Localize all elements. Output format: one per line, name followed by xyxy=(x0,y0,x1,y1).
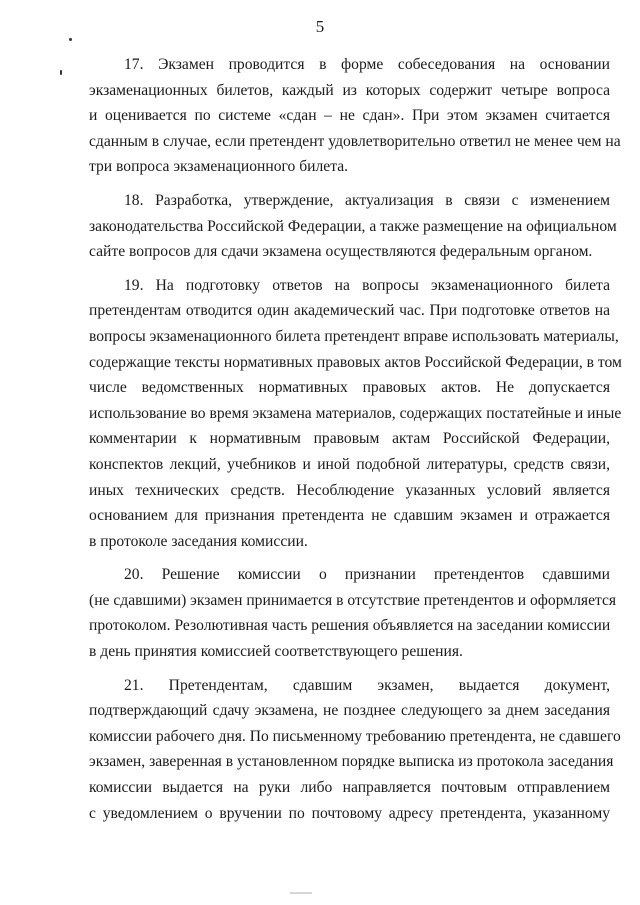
text-line: сданным в случае, если претендент удовлетворительно ответил не менее чем на xyxy=(89,132,621,150)
text-line: (не сдавшими) экзамен принимается в отсутствие претендентов и оформляется xyxy=(89,591,617,609)
text-line: в протоколе заседания комиссии. xyxy=(89,532,308,550)
paragraph-5 xyxy=(89,673,621,827)
text-line: вопросы экзаменационного билета претендент вправе использовать материалы, xyxy=(89,327,619,345)
paragraph-3 xyxy=(89,273,622,555)
text-line: 17. Экзамен проводится в форме собеседования на основании xyxy=(124,56,610,73)
text-line: 18. Разработка, утверждение, актуализация в связи с изменением xyxy=(124,191,610,209)
document-body xyxy=(89,52,622,826)
scan-speck xyxy=(69,38,72,41)
text-line: в день принятия комиссией соответствующего решения. xyxy=(89,643,463,661)
text-line: комиссии выдается на руки либо направляется почтовым отправлением xyxy=(89,779,610,797)
text-line: сайте вопросов для сдачи экзамена осуществляются федеральным органом. xyxy=(89,243,593,261)
text-line: конспектов лекций, учебников и иной подобной литературы, средств связи, xyxy=(89,455,610,473)
text-line: экзаменационных билетов, каждый из которых содержит четыре вопроса xyxy=(89,81,610,99)
scan-smudge xyxy=(290,892,312,894)
scan-speck xyxy=(60,70,62,75)
text-line: использование во время экзамена материалов, содержащих постатейные и иные xyxy=(89,404,622,422)
text-line: законодательства Российской Федерации, а также размещение на официальном xyxy=(89,217,617,235)
text-line: числе ведомственных нормативных правовых актов. Не допускается xyxy=(89,379,610,397)
text-line: содержащие тексты нормативных правовых актов Российской Федерации, в том xyxy=(89,353,622,371)
text-line: 19. На подготовку ответов на вопросы экзаменационного билета xyxy=(124,276,610,294)
text-line: экзамен, заверенная в установленном порядке выписка из протокола заседания xyxy=(89,753,614,771)
paragraph-4 xyxy=(89,562,617,664)
text-line: с уведомлением о вручении по почтовому адресу претендента, указанному xyxy=(89,804,610,822)
text-line: 21. Претендентам, сдавшим экзамен, выдается документ, xyxy=(124,676,610,694)
page-number: 5 xyxy=(315,17,325,36)
text-line: и оценивается по системе «сдан – не сдан». При этом экзамен считается xyxy=(89,107,610,125)
paragraph-1 xyxy=(89,52,621,180)
text-line: подтверждающий сдачу экзамена, не позднее следующего за днем заседания xyxy=(89,702,610,720)
text-line: три вопроса экзаменационного билета. xyxy=(89,158,349,176)
text-line: комментарии к нормативным правовым актам Российской Федерации, xyxy=(89,430,610,448)
text-line: протоколом. Резолютивная часть решения объявляется на заседании комиссии xyxy=(89,617,611,635)
text-line: основанием для признания претендента не сдавшим экзамен и отражается xyxy=(89,507,610,525)
text-line: претендентам отводится один академический час. При подготовке ответов на xyxy=(89,302,610,320)
paragraph-2 xyxy=(89,188,617,265)
text-line: 20. Решение комиссии о признании претендентов сдавшими xyxy=(124,566,610,584)
text-line: комиссии рабочего дня. По письменному требованию претендента, не сдавшего xyxy=(89,727,621,745)
text-line: иных технических средств. Несоблюдение указанных условий является xyxy=(89,481,610,499)
